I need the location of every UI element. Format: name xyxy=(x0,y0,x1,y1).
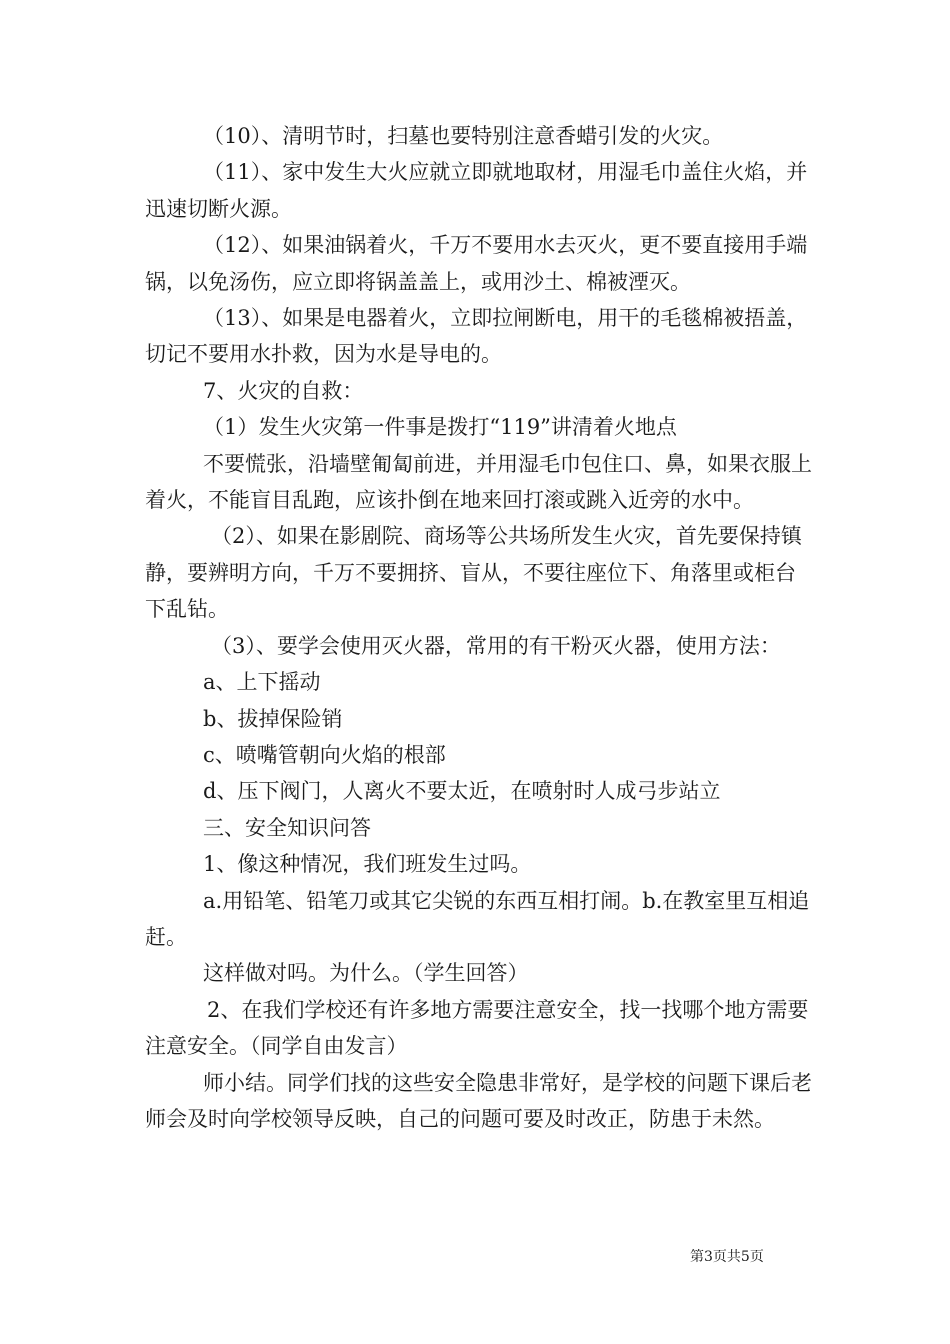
paragraph-rescue-3: （3）、要学会使用灭火器，常用的有干粉灭火器，使用方法： xyxy=(211,633,781,658)
paragraph-item-11: （11）、家中发生大火应就立即就地取材，用湿毛巾盖住火焰，并迅速切断火源。 xyxy=(145,160,808,221)
question-1: 1、像这种情况，我们班发生过吗。 xyxy=(203,852,532,877)
page-number-footer: 第3页共5页 xyxy=(690,1249,764,1265)
paragraph-item-12: （12）、如果油锅着火，千万不要用水去灭火，更不要直接用手端锅，以免汤伤，应立即将锅盖盖上，或用沙土、棉被湮灭。 xyxy=(145,233,808,294)
teacher-summary: 师小结。同学们找的这些安全隐患非常好，是学校的问题下课后老师会及时向学校领导反映，自己的问题可要及时改正，防患于未然。 xyxy=(145,1070,812,1131)
paragraph-rescue-1: （1）发生火灾第一件事是拨打“119”讲清着火地点 xyxy=(203,415,677,440)
list-item-a: a、上下摇动 xyxy=(203,670,321,695)
section-heading-fire-self-rescue: 7、火灾的自救： xyxy=(203,378,364,403)
paragraph-item-13: （13）、如果是电器着火，立即拉闸断电，用干的毛毯棉被捂盖，切记不要用水扑救，因为水是导电的。 xyxy=(145,306,808,367)
question-1-followup: 这样做对吗。为什么。（学生回答） xyxy=(203,961,529,986)
question-2: 2、在我们学校还有许多地方需要注意安全，找一找哪个地方需要注意安全。（同学自由发言） xyxy=(145,997,809,1059)
list-item-b: b、拔掉保险销 xyxy=(203,706,343,731)
paragraph-rescue-2: （2）、如果在影剧院、商场等公共场所发生火灾，首先要保持镇静，要辨明方向，千万不要拥挤、盲从，不要往座位下、角落里或柜台下乱钻。 xyxy=(145,524,802,622)
document-body xyxy=(145,118,815,1137)
list-item-d: d、压下阀门，人离火不要太近，在喷射时人成弓步站立 xyxy=(203,779,721,804)
section-heading-safety-qa: 三、安全知识问答 xyxy=(203,815,371,840)
list-item-c: c、喷嘴管朝向火焰的根部 xyxy=(203,742,446,767)
paragraph-item-10: （10）、清明节时，扫墓也要特别注意香蜡引发的火灾。 xyxy=(203,124,724,148)
paragraph-rescue-1-detail: 不要慌张，沿墙壁匍匐前进，并用湿毛巾包住口、鼻，如果衣服上着火，不能盲目乱跑，应该扑倒在地来回打滚或跳入近旁的水中。 xyxy=(145,451,812,513)
question-1-examples: a.用铅笔、铅笔刀或其它尖锐的东西互相打闹。b.在教室里互相追赶。 xyxy=(145,888,810,949)
